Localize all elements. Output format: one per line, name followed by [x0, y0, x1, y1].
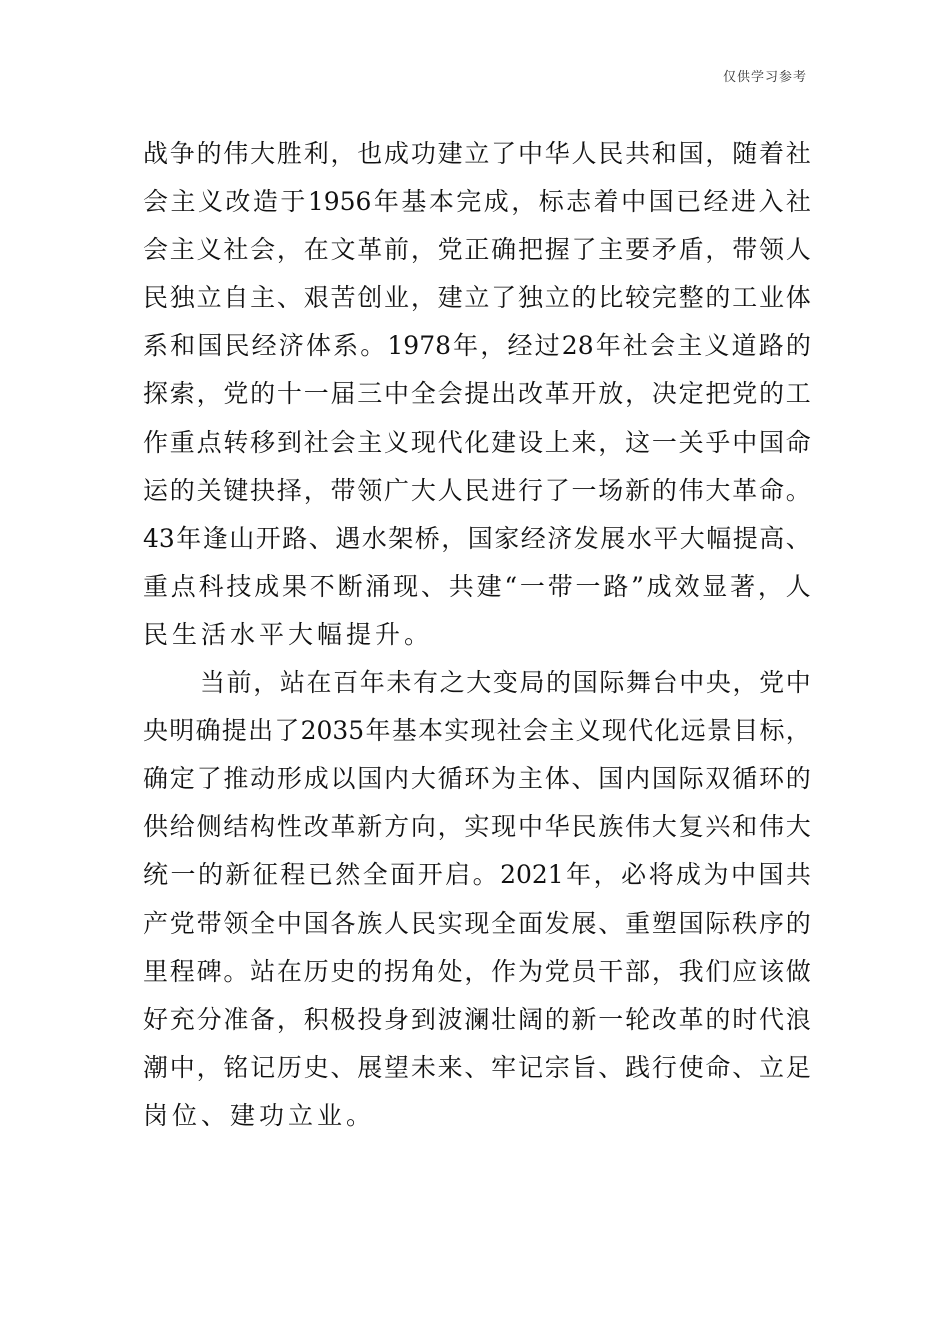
text-line: 重 点 科 技 成 果 不 断 涌 现 、 共 建 “ 一 带 一 路 ” 成 效 显 著 ， 人	[143, 571, 811, 601]
text-line: 当 前 ， 站 在 百 年 未 有 之 大 变 局 的 国 际 舞 台 中 央 ， 党 中	[200, 668, 811, 698]
text-line: 央 明 确 提 出 了 2035 年 基 本 实 现 社 会 主 义 现 代 化 远 景 目 标 ，	[143, 716, 811, 746]
text-line: 战 争 的 伟 大 胜 利 ， 也 成 功 建 立 了 中 华 人 民 共 和 国 ， 随 着 社	[143, 139, 811, 168]
text-line: 确 定 了 推 动 形 成 以 国 内 大 循 环 为 主 体 、 国 内 国 际 双 循 环 的	[143, 764, 811, 794]
text-line: 作 重 点 转 移 到 社 会 主 义 现 代 化 建 设 上 来 ， 这 一 关 乎 中 国 命	[143, 427, 811, 457]
text-line: 民生活水平大幅提升。	[143, 619, 434, 649]
document-body	[143, 130, 811, 1140]
text-line: 民 独 立 自 主 、 艰 苦 创 业 ， 建 立 了 独 立 的 比 较 完 整 的 工 业 体	[143, 283, 811, 313]
text-line: 运 的 关 键 抉 择 ， 带 领 广 大 人 民 进 行 了 一 场 新 的 伟 大 革 命 。	[143, 475, 811, 505]
text-line: 潮 中 ， 铭 记 历 史 、 展 望 未 来 、 牢 记 宗 旨 、 践 行 使 命 、 立 足	[143, 1052, 811, 1082]
text-line: 探 索 ， 党 的 十 一 届 三 中 全 会 提 出 改 革 开 放 ， 决 定 把 党 的 工	[143, 379, 811, 409]
text-line: 统 一 的 新 征 程 已 然 全 面 开 启 。 2021 年 ， 必 将 成 为 中 国 共	[143, 860, 811, 890]
text-line: 会 主 义 改 造 于 1956 年 基 本 完 成 ， 标 志 着 中 国 已 经 进 入 社	[143, 187, 811, 217]
text-line: 供 给 侧 结 构 性 改 革 新 方 向 ， 实 现 中 华 民 族 伟 大 复 兴 和 伟 大	[143, 812, 811, 842]
text-line: 系 和 国 民 经 济 体 系 。 1978 年 ， 经 过 28 年 社 会 主 义 道 路 的	[143, 331, 811, 361]
text-line: 里 程 碑 。 站 在 历 史 的 拐 角 处 ， 作 为 党 员 干 部 ， 我 们 应 该 做	[143, 956, 811, 986]
text-line: 岗位、建功立业。	[143, 1100, 376, 1130]
text-line: 43 年 逢 山 开 路 、 遇 水 架 桥 ， 国 家 经 济 发 展 水 平 大 幅 提 高 、	[143, 523, 811, 553]
header-note: 仅供学习参考	[722, 70, 807, 85]
text-line: 产 党 带 领 全 中 国 各 族 人 民 实 现 全 面 发 展 、 重 塑 国 际 秩 序 的	[143, 908, 811, 938]
text-line: 会 主 义 社 会 ， 在 文 革 前 ， 党 正 确 把 握 了 主 要 矛 盾 ， 带 领 人	[143, 235, 811, 265]
text-line: 好 充 分 准 备 ， 积 极 投 身 到 波 澜 壮 阔 的 新 一 轮 改 革 的 时 代 浪	[143, 1004, 811, 1034]
